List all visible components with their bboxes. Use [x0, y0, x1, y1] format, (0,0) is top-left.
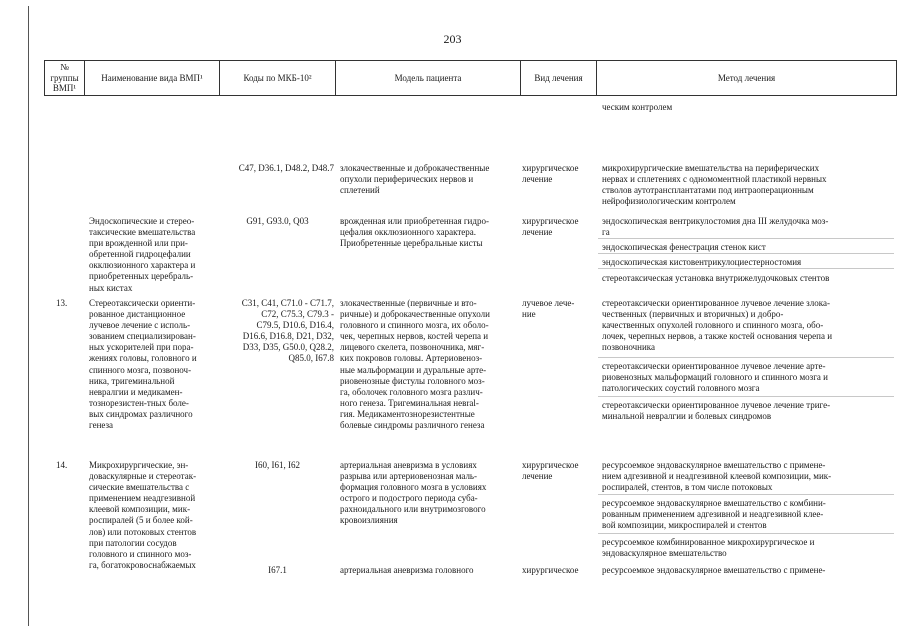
page-number: 203 — [443, 32, 462, 46]
header-patient-model: Модель пациента — [394, 72, 462, 83]
method-separator — [598, 396, 894, 397]
patient-model-cell: злокачественные и доброкачественные опухоли периферических нервов и сплетений — [340, 163, 490, 196]
group-number-cell: 14. — [56, 460, 68, 470]
treatment-type-cell: хирургическое лечение — [522, 163, 579, 185]
method-cell: ресурсоемкое эндоваскулярное вмешательство с примене- нием адгезивной и неадгезивной клеевой композиции, мик- роспиралей, стентов, в том числе потоковых — [602, 460, 832, 493]
header-treatment-type: Вид лечения — [534, 72, 583, 83]
method-cell: стереотаксически ориентированное лучевое лечение арте- риовенозных мальформаций головного и спинного мозга и патологических соустий головного мозга — [602, 361, 828, 394]
method-separator — [598, 494, 894, 495]
method-separator — [598, 268, 894, 269]
method-cell: эндоскопическая кистовентрикулоциестерностомия — [602, 257, 802, 267]
right-edge-rule — [896, 60, 897, 96]
icd-codes-cell: C31, C41, C71.0 - C71.7, C72, C75.3, C79.3 - C79.5, D10.6, D16.4, D16.6, D16.8, D21, D32, D33, D35, G50.0, Q28.2, Q85.0, I67.8 — [241, 298, 334, 364]
vmp-name-cell: Эндоскопические и стерео- таксические вмешательства при врожденной или при- обретенной гидроцефалии окклюзионного характера и приобретенных церебраль- ных кистах — [89, 216, 196, 293]
icd-codes-cell: G91, G93.0, Q03 — [246, 216, 309, 226]
header-bottom-rule — [44, 95, 896, 96]
patient-model-cell: врожденная или приобретенная гидро- цефалия окклюзионного характера. Приобретенные церебральные кисты — [340, 216, 489, 249]
page-margin-rule — [28, 6, 29, 626]
header-group-number: № группы ВМП¹ — [50, 62, 79, 94]
icd-codes-cell: C47, D36.1, D48.2, D48.7 — [238, 163, 334, 173]
method-separator — [598, 357, 894, 358]
method-separator — [598, 238, 894, 239]
header-treatment-method: Метод лечения — [717, 72, 776, 83]
group-number-cell: 13. — [56, 298, 68, 308]
method-cell: стереотаксическая установка внутрижелудочковых стентов — [602, 273, 830, 283]
patient-model-cell: артериальная аневризма головного — [340, 565, 474, 575]
method-cell: эндоскопическая вентрикулостомия дна III желудочка моз- га — [602, 216, 829, 238]
patient-model-cell: артериальная аневризма в условиях разрыва или артериовенозная маль- формация головного мозга в условиях острого и подострого периода суба- рахноидального или внутримозгового кровоизлияния — [340, 460, 487, 526]
method-cell: ресурсоемкое эндоваскулярное вмешательство с примене- — [602, 565, 826, 575]
method-cell: ресурсоемкое эндоваскулярное вмешательство с комбини- рованным применением адгезивной и неадгезивной клее- вой композиции, микроспиралей и стентов — [602, 498, 826, 531]
header-vmp-name: Наименование вида ВМП¹ — [101, 72, 203, 83]
treatment-type-cell: хирургическое лечение — [522, 460, 579, 482]
icd-codes-cell: I67.1 — [268, 565, 287, 575]
icd-codes-cell: I60, I61, I62 — [255, 460, 300, 470]
header-icd-codes: Коды по МКБ-10² — [243, 72, 312, 83]
method-separator — [598, 533, 894, 534]
patient-model-cell: злокачественные (первичные и вто- ричные) и доброкачественные опухоли головного и спинного мозга, их оболо- чек, черепных нервов, костей черепа и лицевого скелета, позвоночника, мяг- ких покровов головы. Артериовеноз- ные мальформации и дуральные арте- риовенозные фистулы головного моз- га, оболочек головного мозга различ- ного генеза. Тригеминальная невral- гия. Медикаментознорезистентные болевые синдромы различного генеза — [340, 298, 490, 431]
method-cell: ческим контролем — [602, 102, 673, 112]
treatment-type-cell: хирургическое лечение — [522, 216, 579, 238]
treatment-type-cell: лучевое лече- ние — [522, 298, 575, 320]
vmp-name-cell: Микрохирургические, эн- доваскулярные и стереотак- сические вмешательства с применением неадгезивной клеевой композиции, мик- роспиралей (5 и более кой- лов) или потоковых стентов при патологии сосудов головного и спинного моз- га, богатокровоснабжаемых — [89, 460, 197, 570]
treatment-type-cell: хирургическое — [522, 565, 579, 575]
vmp-name-cell: Стереотаксически ориенти- рованное дистанционное лучевое лечение с исполь- зованием специализирован- ных ускорителей при пора- жениях головы, головного и спинного мозга, позвоноч- ника, тригеминальной невралгии и медикамен- тознорезистен-тных боле- вых синдромах различного генеза — [89, 298, 197, 431]
method-cell: эндоскопическая фенестрация стенок кист — [602, 242, 766, 252]
method-cell: ресурсоемкое комбинированное микрохирургическое и эндоваскулярное вмешательство — [602, 537, 815, 559]
method-cell: стереотаксически ориентированное лучевое лечение злока- чественных (первичных и вторичных) и добро- качественных опухолей головного и спинного мозга, обо- лочек, черепных нервов, а также костей основания черепа и позвоночника — [602, 298, 833, 353]
method-cell: микрохирургические вмешательства на периферических нервах и сплетениях с одномоментной пластикой нервных стволов аутотрансплантатами под интраоперационным нейрофизиологическим контролем — [602, 163, 827, 207]
method-cell: стереотаксически ориентированное лучевое лечение триге- минальной невралгии и болевых синдромов — [602, 400, 831, 422]
method-separator — [598, 253, 894, 254]
